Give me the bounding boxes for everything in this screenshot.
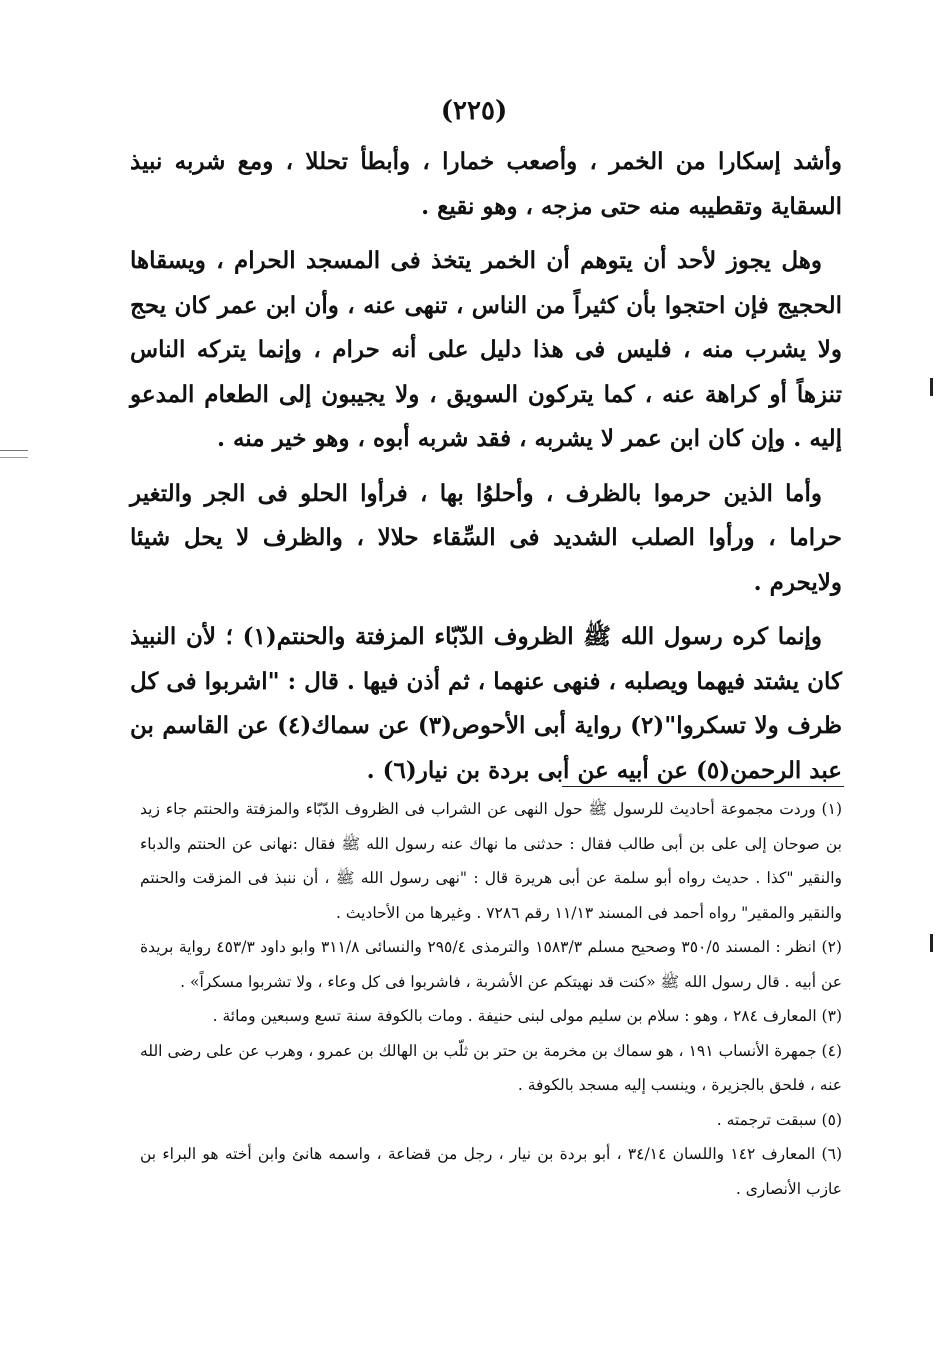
paragraph-2: وهل يجوز لأحد أن يتوهم أن الخمر يتخذ فى المسجد الحرام ، ويسقاها الحجيج فإن احتجوا بأن كثيراً من الناس ، تنهى عنه ، وأن ابن عمر كان يحج ولا يشرب منه ، فليس فى هذا دليل على أنه حرام ، وإنما يتركه الناس تنزهاً أو كراهة عنه ، كما يتركون السويق ، ولا يجيبون إلى الطعام المدعو إليه . وإن كان ابن عمر لا يشربه ، فقد شربه أبوه ، وهو خير منه . [130,247,842,452]
paragraph-1: وأشد إسكارا من الخمر ، وأصعب خمارا ، وأبطأ تحللا ، ومع شربه نبيذ السقاية وتقطيبه منه حتى مزجه ، وهو نقيع . [130,148,842,220]
footnote-5: (٥) سبقت ترجمته . [716,1110,842,1129]
scan-artifact [0,450,28,458]
footnote-divider [562,786,844,787]
footnote-1: (١) وردت مجموعة أحاديث للرسول ﷺ حول النهى عن الشراب فى الظروف الدّبّاء والمزفتة والحنتم جاء زيد بن صوحان إلى على بن أبى طالب فقال : حدثنى ما نهاك عنه رسول الله ﷺ فقال :نهانى عن الحنتم والدباء والنقير "كذا . حديث رواه أبو سلمة عن أبى هريرة قال : "نهى رسول الله ﷺ ، أن ننبذ فى المزقت والحنتم والنقير والمقير" رواه أحمد فى المسند ١١/١٣ رقم ٧٢٨٦ . وغيرها من الأحاديث . [140,800,842,922]
scan-mark [930,378,933,396]
scan-mark [930,934,933,952]
footnote-2: (٢) انظر : المسند ٣٥٠/٥ وصحيح مسلم ١٥٨٣/٣ والترمذى ٢٩٥/٤ والنسائى ٣١١/٨ وابو داود ٤٥٣/٣ رواية بريدة عن أبيه . قال رسول الله ﷺ «كنت قد نهيتكم عن الأشربة ، فاشربوا فى كل وعاء ، ولا تشربوا مسكراً» . [140,938,842,991]
footnote-6: (٦) المعارف ١٤٢ واللسان ٣٤/١٤ ، أبو بردة بن نيار ، رجل من قضاعة ، واسمه هانئ وابن أخته هو البراء بن عازب الأنصارى . [140,1145,842,1198]
paragraph-4: وإنما كره رسول الله ﷺ الظروف الدّبّاء المزفتة والحنتم(١) ؛ لأن النبيذ كان يشتد فيهما ويصلبه ، فنهى عنهما ، ثم أذن فيها . قال : "اشربوا فى كل ظرف ولا تسكروا"(٢) رواية أبى الأحوص(٣) عن سماك(٤) عن القاسم بن عبد الرحمن(٥) عن أبيه عن أبى بردة بن نيار(٦) . [130,623,842,784]
footnote-4: (٤) جمهرة الأنساب ١٩١ ، هو سماك بن مخرمة بن حتر بن ثلّب بن الهالك بن عمرو ، وهرب عن على رضى الله عنه ، فلحق بالجزيرة ، وينسب إليه مسجد بالكوفة . [140,1041,842,1094]
main-text [130,140,842,803]
footnotes [140,792,842,1206]
paragraph-3: وأما الذين حرموا بالظرف ، وأحلوُا بها ، فرأوا الحلو فى الجر والتغير حراما ، ورأوا الصلب الشديد فى السِّقاء حلالا ، والظرف لا يحل شيئا ولايحرم . [130,479,842,596]
page-number: (٢٢٥) [440,96,508,126]
footnote-3: (٣) المعارف ٢٨٤ ، وهو : سلام بن سليم مولى لبنى حنيفة . ومات بالكوفة سنة تسع وسبعين ومائة . [212,1007,842,1025]
